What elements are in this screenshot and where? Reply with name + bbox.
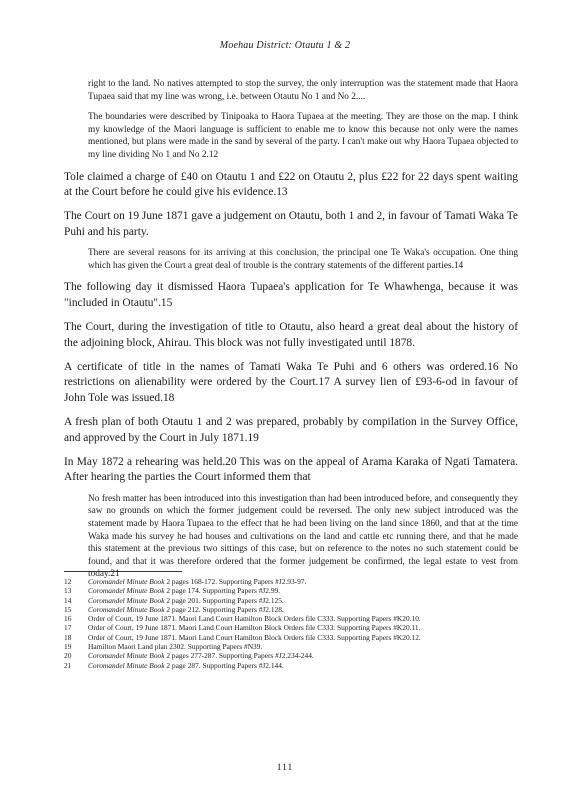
footnote-number: 17	[64, 623, 72, 633]
body-paragraph: The following day it dismissed Haora Tupaea's application for Te Whawhenga, because it was "included in Otautu".15	[64, 281, 518, 309]
page-body	[64, 78, 518, 589]
footnote-citation: 2 pages 168-172. Supporting Papers #J2.93-97.	[164, 577, 307, 586]
footnote-text	[88, 662, 518, 671]
block-quote: There are several reasons for its arriving at this conclusion, the principal one Te Waka's occupation. One thing which has given the Court a great deal of trouble is the contrary statements of the different parties.14	[88, 248, 518, 271]
footnote-source-title: Coromandel Minute Book	[88, 586, 165, 596]
footnote-citation: 2 page 287. Supporting Papers #J2.144.	[164, 660, 284, 670]
footnote-number: 15	[64, 604, 72, 614]
footnote-source-title: Coromandel Minute Book	[88, 595, 165, 605]
footnote-citation: Hamilton Maori Land plan 2302. Supporting Papers #N39.	[88, 642, 263, 652]
footnote-number: 20	[64, 651, 72, 661]
footnote-number: 19	[64, 642, 72, 652]
footnote-citation: Order of Court, 19 June 1871. Maori Land Court Hamilton Block Orders file C333. Supporting Papers #K20.10.	[88, 614, 421, 624]
body-paragraph: A fresh plan of both Otautu 1 and 2 was prepared, probably by compilation in the Survey Office, and approved by the Court in July 1871.19	[64, 416, 518, 444]
footnote-number: 12	[64, 577, 72, 586]
footnote-citation: Order of Court, 19 June 1871. Maori Land Court Hamilton Block Orders file C333. Supporting Papers #K20.11.	[88, 623, 421, 633]
page-number: 111	[276, 763, 294, 773]
footnote-citation: Order of Court, 19 June 1871. Maori Land Court Hamilton Block Orders file C333. Supporting Papers #K20.12.	[88, 632, 421, 642]
block-quote: No fresh matter has been introduced into this investigation than had been introduced before, and consequently they saw no grounds on which the former judgement could be reversed. The only new subject introduced was the statement made by Haora Tupaea to the effect that he had been living on the land since 1860, and that at the time Waka made his survey he had houses and cultivations on the land and cattle etc running there, and that he made this statement at the previous two sittings of this case, but on reference to the notes no such statement could be found, and that it was therefore ordered that the former judgement be confirmed, the legal estate to vest from today.21	[88, 493, 518, 580]
body-paragraph: The Court, during the investigation of title to Otautu, also heard a great deal about the history of the adjoining block, Ahirau. This block was not fully investigated until 1878.	[64, 321, 518, 349]
footnote-citation: 2 page 174. Supporting Papers #J2.99.	[164, 586, 281, 596]
block-quote: The boundaries were described by Tinipoaka to Haora Tupaea at the meeting. They are those on the map. I think my knowledge of the Maori language is sufficient to enable me to know this because not only were the names mentioned, but plans were made in the sand by several of the party. I can't make out why Haora Tupaea objected to my line dividing No 1 and No 2.12	[88, 112, 518, 160]
footnote-source-title: Coromandel Minute Book	[88, 577, 165, 586]
footnotes	[64, 578, 518, 671]
footnote-number: 21	[64, 660, 72, 670]
footnote	[64, 662, 518, 671]
footnote-number: 13	[64, 586, 72, 596]
running-header: Moehau District: Otautu 1 & 2	[219, 40, 351, 51]
footnote-source-title: Coromandel Minute Book	[88, 660, 165, 670]
body-paragraph: A certificate of title in the names of Tamati Waka Te Puhi and 6 others was ordered.16 No restrictions on alienability were ordered by the Court.17 A survey lien of £93-6-od in favour of John Tole was issued.18	[64, 361, 518, 404]
footnote-citation: 2 pages 277-287. Supporting Papers #J2.234-244.	[164, 651, 314, 661]
footnote-citation: 2 page 212. Supporting Papers #J2.128.	[164, 604, 284, 614]
footnote-source-title: Coromandel Minute Book	[88, 604, 165, 614]
body-paragraph: In May 1872 a rehearing was held.20 This was on the appeal of Arama Karaka of Ngati Tamatera. After hearing the parties the Court informed them that	[64, 456, 518, 484]
footnote-divider	[64, 571, 182, 572]
block-quote: right to the land. No natives attempted to stop the survey, the only interruption was the statement made that Haora Tupaea said that my line was wrong, i.e. between Otautu No 1 and No 2....	[88, 79, 518, 102]
body-paragraph: The Court on 19 June 1871 gave a judgement on Otautu, both 1 and 2, in favour of Tamati Waka Te Puhi and his party.	[64, 210, 518, 238]
footnote-source-title: Coromandel Minute Book	[88, 651, 165, 661]
footnote-number: 16	[64, 614, 72, 624]
footnote-citation: 2 page 201. Supporting Papers #J2.125.	[164, 595, 284, 605]
footnote-number: 18	[64, 632, 72, 642]
body-paragraph: Tole claimed a charge of £40 on Otautu 1 and £22 on Otautu 2, plus £22 for 22 days spent waiting at the Court before he could give his evidence.13	[64, 170, 518, 198]
footnote-number: 14	[64, 595, 72, 605]
